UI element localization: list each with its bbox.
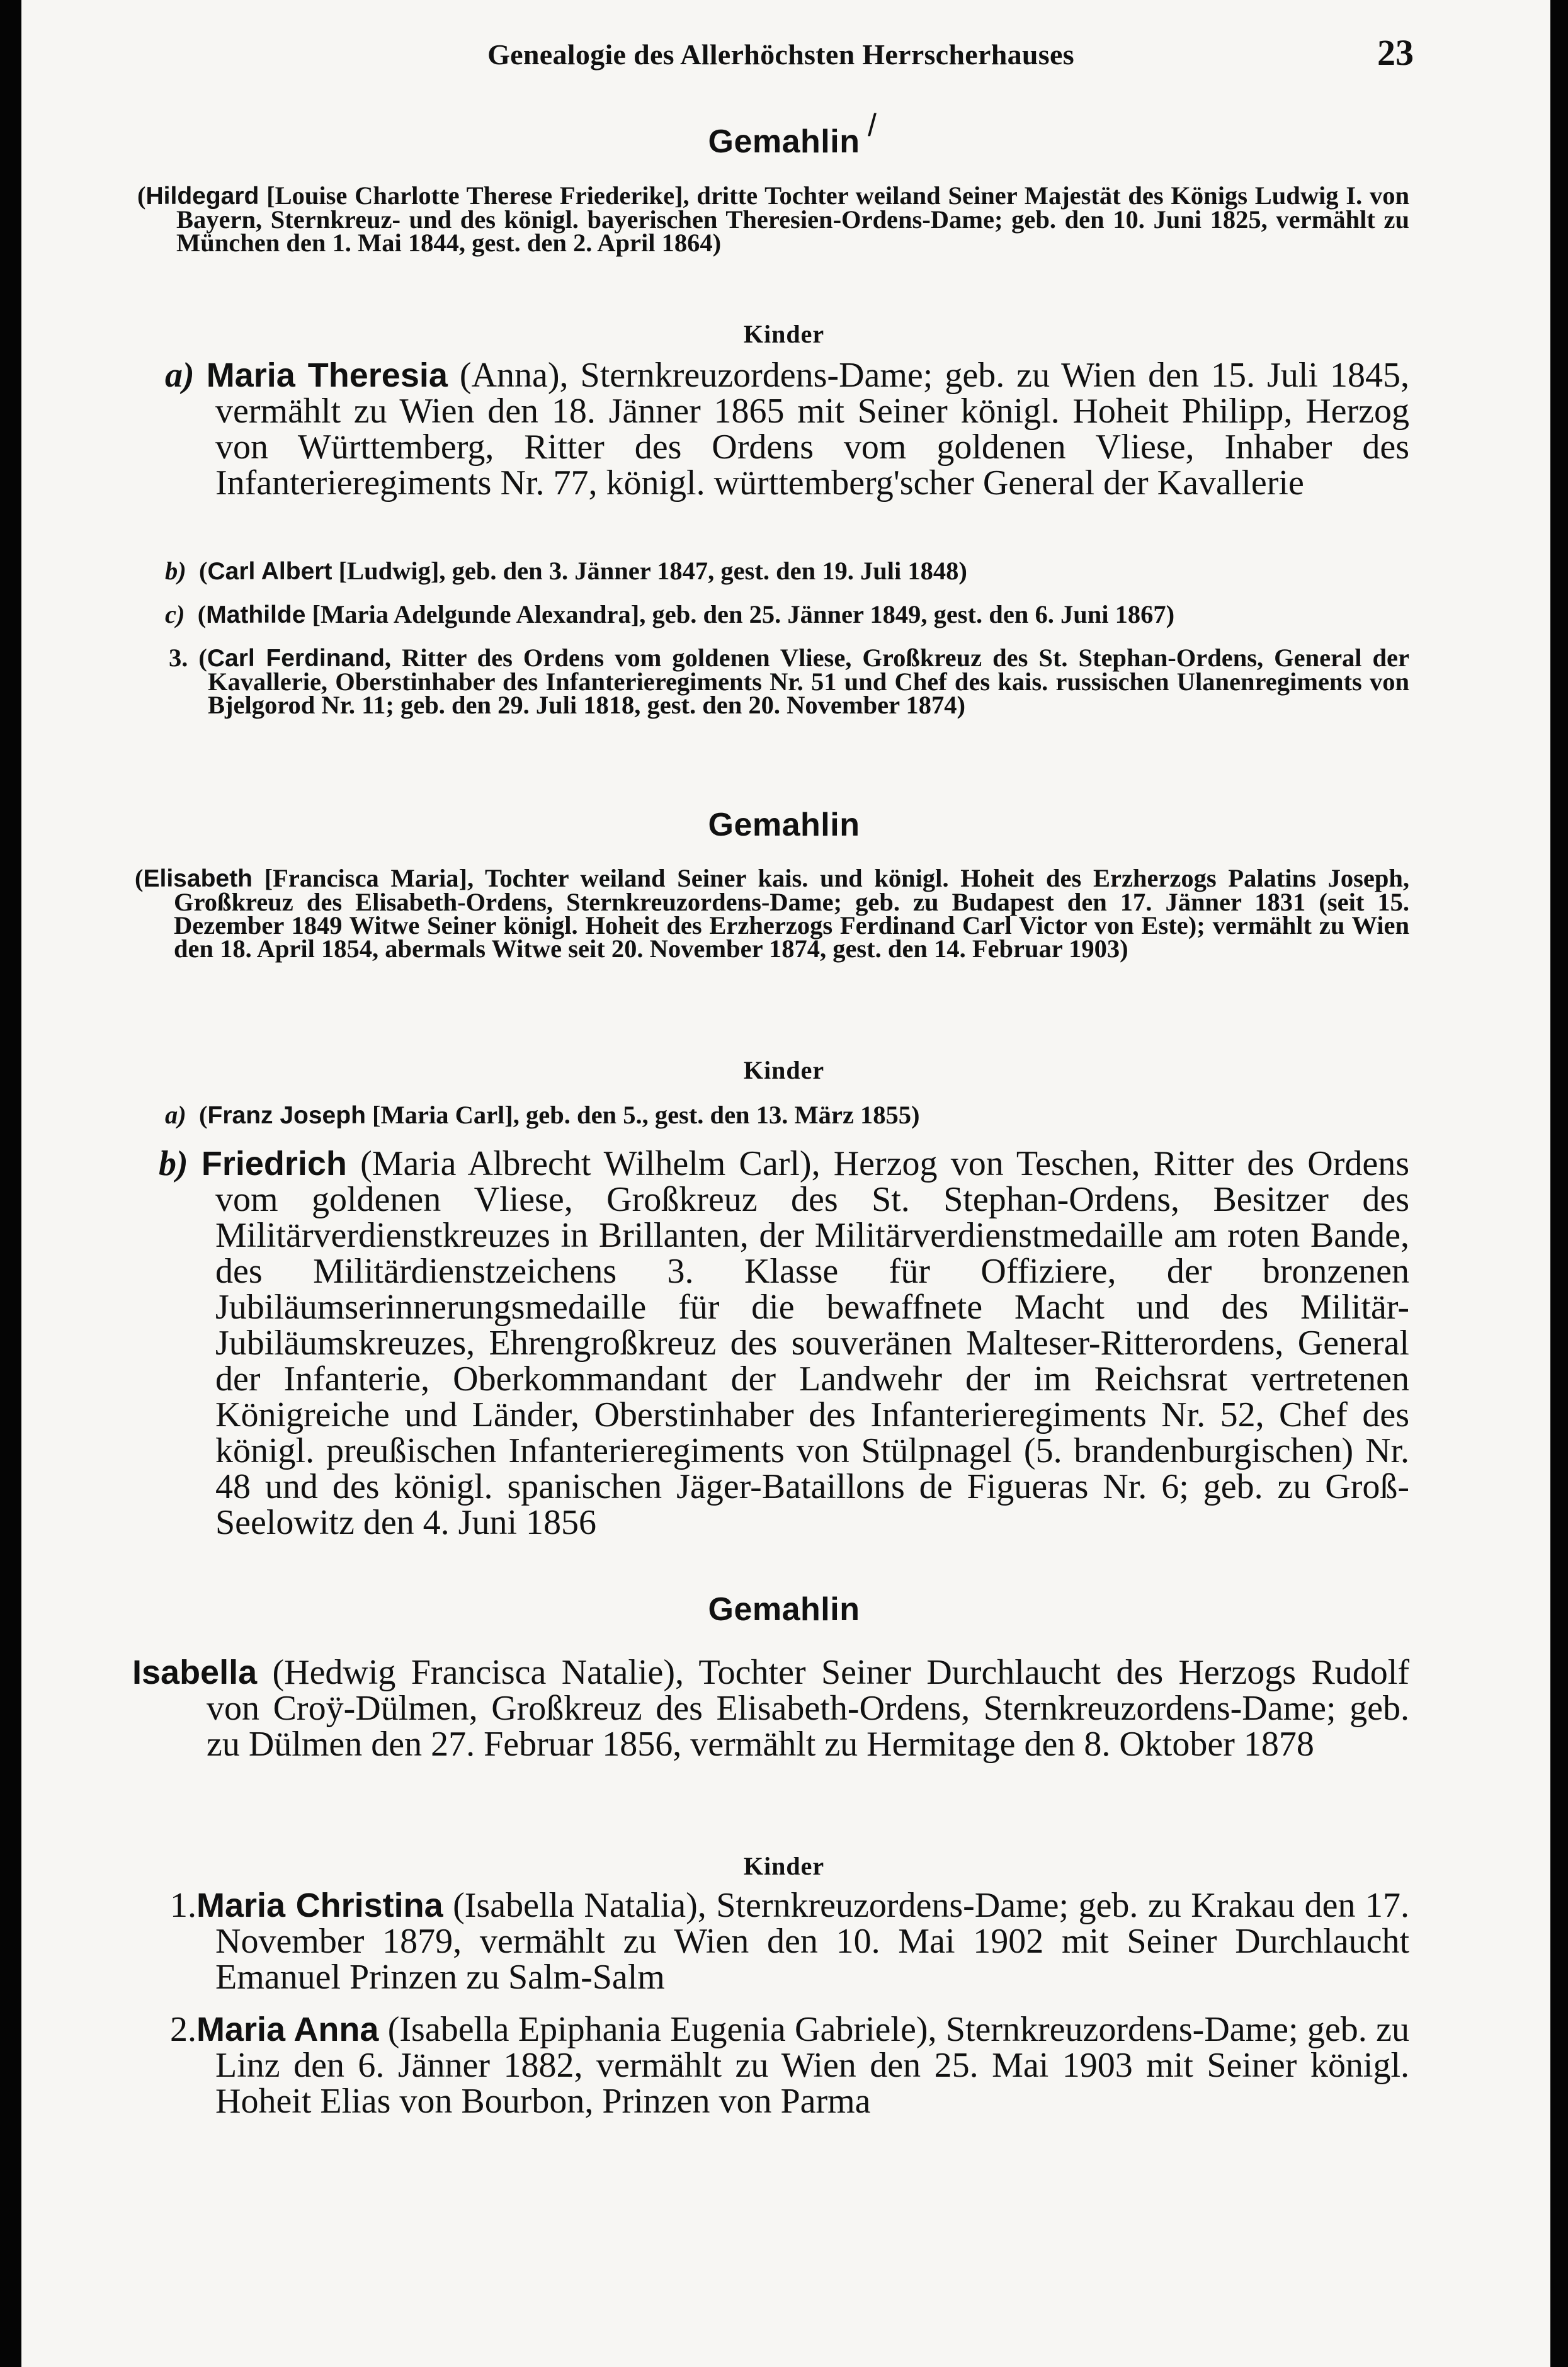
open-paren: ( bbox=[198, 644, 207, 672]
person-name: Elisabeth bbox=[143, 865, 253, 892]
child-entry-franz-joseph bbox=[165, 1103, 1409, 1127]
entry-label: 3. bbox=[169, 644, 188, 672]
entry-text: (Isabella Epiphania Eugenia Gabriele), Sternkreuzordens-Dame; geb. zu Linz den 6. Jänner 1882, vermählt zu Wien den 25. Mai 1903 mit Seiner königl. Hoheit Elias von Bourbon, Prinzen von Parma bbox=[215, 2010, 1409, 2121]
spouse-entry-elisabeth bbox=[135, 864, 1409, 963]
person-name: Franz Joseph bbox=[207, 1102, 366, 1129]
entry-text: (Isabella Natalia), Sternkreuzordens-Dame; geb. zu Krakau den 17. November 1879, vermählt zu Wien den 10. Mai 1902 mit Seiner Durchlaucht Emanuel Prinzen zu Salm-Salm bbox=[215, 1886, 1409, 1997]
children-heading-2: Kinder bbox=[743, 1056, 825, 1084]
child-entry-maria-christina bbox=[170, 1888, 1409, 1995]
stray-mark: / bbox=[868, 108, 877, 143]
entry-text: [Maria Carl], geb. den 5., gest. den 13. März 1855) bbox=[365, 1101, 920, 1129]
child-entry-maria-theresia bbox=[165, 358, 1409, 501]
section-heading-gemahlin-3: Gemahlin bbox=[708, 1591, 860, 1628]
open-paren: ( bbox=[197, 600, 207, 628]
entry-label: b) bbox=[159, 1144, 188, 1183]
running-title: Genealogie des Allerhöchsten Herrscherhauses bbox=[487, 38, 1074, 71]
child-entry-carl-albert bbox=[165, 559, 1409, 583]
open-paren: ( bbox=[199, 1101, 208, 1129]
entry-label: a) bbox=[165, 356, 195, 395]
entry-text: [Ludwig], geb. den 3. Jänner 1847, gest. den 19. Juli 1848) bbox=[332, 557, 967, 585]
entry-text: , Ritter des Ordens vom goldenen Vliese, Großkreuz des St. Stephan-Ordens, General der Kavallerie, Oberstinhaber des Infanterieregiments Nr. 51 und Chef des kais. russischen Ulanenregiments von Bjelgorod Nr. 11; geb. den 29. Juli 1818, gest. den 20. November 1874) bbox=[208, 644, 1409, 719]
person-name: Maria Christina bbox=[196, 1887, 443, 1924]
spouse-entry-hildegard bbox=[137, 181, 1409, 257]
entry-text: (Hedwig Francisca Natalie), Tochter Seiner Durchlaucht des Herzogs Rudolf von Croÿ-Dülmen, Großkreuz des Elisabeth-Ordens, Sternkreuzordens-Dame; geb. zu Dülmen den 27. Februar 1856, vermählt zu Hermitage den 8. Oktober 1878 bbox=[207, 1653, 1409, 1764]
entry-label: 2. bbox=[170, 2010, 196, 2049]
child-entry-maria-anna bbox=[170, 2012, 1409, 2120]
spouse-entry-isabella bbox=[132, 1655, 1409, 1762]
person-name: Carl Ferdinand bbox=[207, 645, 385, 672]
entry-text: (Anna), Sternkreuzordens-Dame; geb. zu Wien den 15. Juli 1845, vermählt zu Wien den 18. Jänner 1865 mit Seiner königl. Hoheit Philipp, Herzog von Württemberg, Ritter des Ordens vom goldenen Vliese, Inhaber des Infanterieregiments Nr. 77, königl. württemberg'scher General der Kavallerie bbox=[215, 356, 1410, 502]
open-paren: ( bbox=[137, 181, 146, 210]
entry-label: b) bbox=[165, 557, 186, 585]
entry-label: c) bbox=[165, 600, 185, 628]
entry-text: [Louise Charlotte Therese Friederike], dritte Tochter weiland Seiner Majestät des Königs Ludwig I. von Bayern, Sternkreuz- und des königl. bayerischen Theresien-Ordens-Dame; geb. den 10. Juni 1825, vermählt zu München den 1. Mai 1844, gest. den 2. April 1864) bbox=[176, 181, 1409, 257]
person-name: Carl Albert bbox=[207, 558, 332, 585]
children-heading-1: Kinder bbox=[743, 320, 825, 348]
entry-text: [Maria Adelgunde Alexandra], geb. den 25. Jänner 1849, gest. den 6. Juni 1867) bbox=[305, 600, 1175, 628]
section-heading-gemahlin-2: Gemahlin bbox=[708, 807, 860, 843]
entry-label: 1. bbox=[170, 1886, 196, 1925]
open-paren: ( bbox=[135, 864, 144, 892]
entry-text: [Francisca Maria], Tochter weiland Seiner kais. und königl. Hoheit des Erzherzogs Palatins Joseph, Großkreuz des Elisabeth-Ordens, Sternkreuzordens-Dame; geb. zu Budapest den 17. Jänner 1831 (seit 15. Dezember 1849 Witwe Seiner königl. Hoheit des Erzherzogs Ferdinand Carl Victor von Este); vermählt zu Wien den 18. April 1854, abermals Witwe seit 20. November 1874, gest. den 14. Februar 1903) bbox=[174, 864, 1409, 963]
open-paren: ( bbox=[199, 557, 208, 585]
person-name: Maria Anna bbox=[196, 2011, 379, 2048]
person-name: Mathilde bbox=[206, 601, 306, 628]
child-entry-friedrich bbox=[159, 1146, 1409, 1541]
page-number: 23 bbox=[1377, 32, 1414, 73]
child-entry-mathilde bbox=[165, 600, 1409, 628]
entry-label: a) bbox=[165, 1101, 186, 1129]
entry-text: (Maria Albrecht Wilhelm Carl), Herzog von Teschen, Ritter des Ordens vom goldenen Vliese, Großkreuz des St. Stephan-Ordens, Besitzer des Militärverdienstkreuzes in Brillanten, der Militärverdienstmedaille am roten Bande, des Militärdienstzeichens 3. Klasse für Offiziere, der bronzenen Jubiläumserinnerungsmedaille für die bewaffnete Macht und des Militär-Jubiläumskreuzes, Ehrengroßkreuz des souveränen Malteser-Ritterordens, General der Infanterie, Oberkommandant der Landwehr der im Reichsrat vertretenen Königreiche und Länder, Oberstinhaber des Infanterieregiments Nr. 52, Chef des königl. preußischen Infanterieregiments von Stülpnagel (5. brandenburgischen) Nr. 48 und des königl. spanischen Jäger-Bataillons de Figueras Nr. 6; geb. zu Groß-Seelowitz den 4. Juni 1856 bbox=[215, 1144, 1410, 1542]
person-name: Maria Theresia bbox=[206, 356, 448, 394]
section-heading-gemahlin-1: Gemahlin bbox=[708, 123, 860, 160]
person-name: Isabella bbox=[132, 1654, 258, 1691]
children-heading-3: Kinder bbox=[743, 1852, 825, 1880]
person-name: Friedrich bbox=[201, 1145, 347, 1183]
entry-carl-ferdinand bbox=[169, 646, 1409, 717]
person-name: Hildegard bbox=[145, 183, 259, 210]
